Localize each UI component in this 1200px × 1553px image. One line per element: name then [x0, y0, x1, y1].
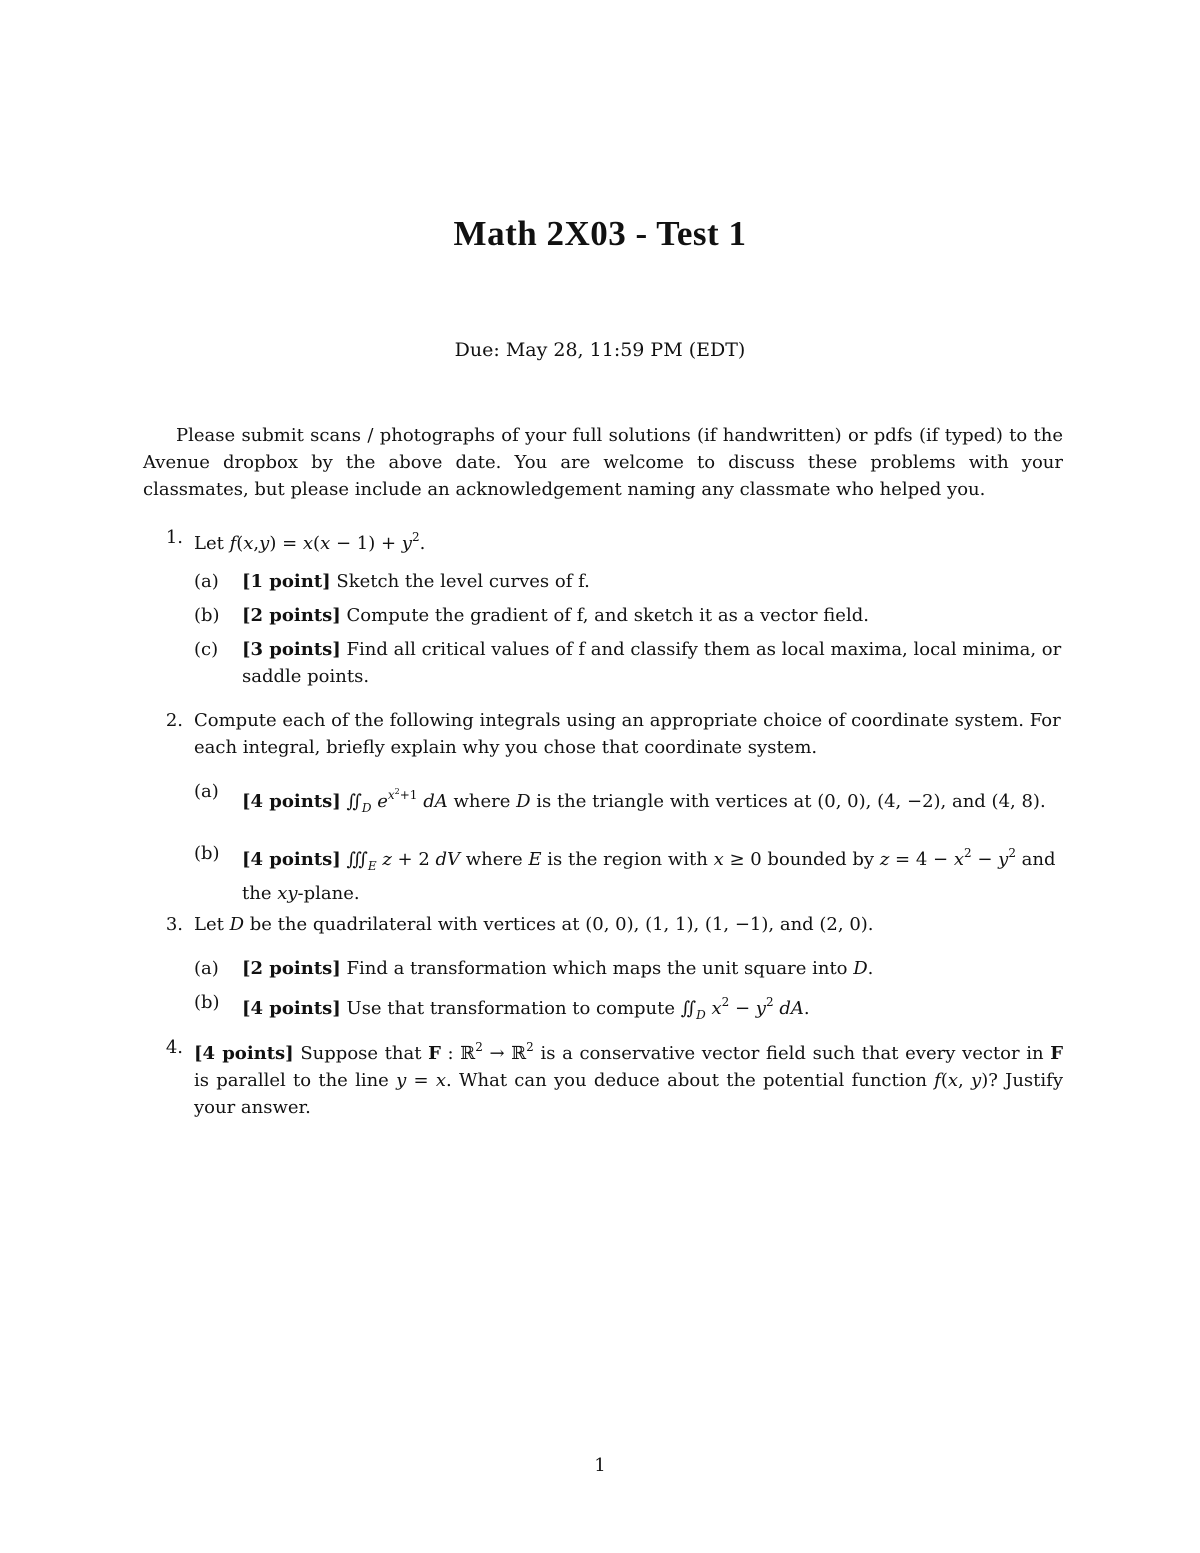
points: [1 point] [242, 571, 331, 592]
question-4 [143, 1034, 1063, 1124]
part-label: (c) [194, 639, 219, 660]
part-body: Compute the gradient of f, and sketch it as a vector field. [346, 605, 869, 626]
part-text [242, 568, 1063, 595]
part-label: (b) [194, 843, 220, 864]
question-text: Compute each of the following integrals using an appropriate choice of coordinate system. For each integral, briefly explain why you chose that coordinate system. [194, 710, 1061, 758]
part-body: Sketch the level curves of f. [336, 571, 590, 592]
part-text: [4 points] Use that transformation to compute $∬_D$ $x^2 - y^2$ dA. [242, 995, 810, 1022]
points: [2 points] [242, 605, 341, 626]
points: [4 points] [242, 791, 341, 812]
question-number: 2. [165, 710, 183, 731]
page-title: Math 2X03 - Test 1 [453, 214, 747, 253]
part-label: (a) [194, 571, 219, 592]
points: [2 points] [242, 958, 341, 979]
part-text: [2 points] Find a transformation which maps the unit square into D. [242, 958, 874, 979]
question-1 [143, 524, 1063, 694]
part-text: [4 points] $∬_D$ $e^{x^2+1}$ dA where D is the triangle with vertices at (0, 0), (4, −2), and (4, 8). [242, 787, 1046, 815]
question-number: 4. [165, 1037, 183, 1058]
question-number: 3. [165, 914, 183, 935]
part-text: [4 points] $∭_E$ z + 2 dV where E is the region with x ≥ 0 bounded by $z = 4 - x^2 - y^2$ and the xy-plane. [242, 846, 1056, 904]
part-text [242, 636, 1063, 690]
part-text [242, 602, 1063, 629]
points: [4 points] [194, 1043, 294, 1064]
question-text: Let $f(x,y) = x(x - 1) + y^2$. [194, 530, 426, 554]
question-3 [143, 911, 1063, 1021]
page-number: 1 [594, 1455, 606, 1476]
points: [3 points] [242, 639, 341, 660]
question-text: Let D be the quadrilateral with vertices at (0, 0), (1, 1), (1, −1), and (2, 0). [194, 914, 874, 935]
question-text: [4 points] Suppose that F : ℝ$^2$ → ℝ$^2$ is a conservative vector field such that every vector in F is parallel to the line y = x. What can you deduce about the potential function f(x, y)? Justify your answer. [194, 1040, 1064, 1118]
part-body: Find all critical values of f and classify them as local maxima, local minima, or saddle points. [242, 639, 1062, 687]
due-date: Due: May 28, 11:59 PM (EDT) [454, 339, 746, 361]
part-label: (b) [194, 605, 220, 626]
part-label: (b) [194, 992, 220, 1013]
part-label: (a) [194, 958, 219, 979]
question-2 [143, 707, 1063, 904]
part-label: (a) [194, 781, 219, 802]
question-number: 1. [165, 527, 183, 548]
points: [4 points] [242, 849, 341, 870]
points: [4 points] [242, 998, 341, 1019]
instructions-paragraph: Please submit scans / photographs of your full solutions (if handwritten) or pdfs (if typed) to the Avenue dropbox by the above date. You are welcome to discuss these problems with your classmates, but please include an acknowledgement naming any classmate who helped you. [143, 425, 1063, 500]
